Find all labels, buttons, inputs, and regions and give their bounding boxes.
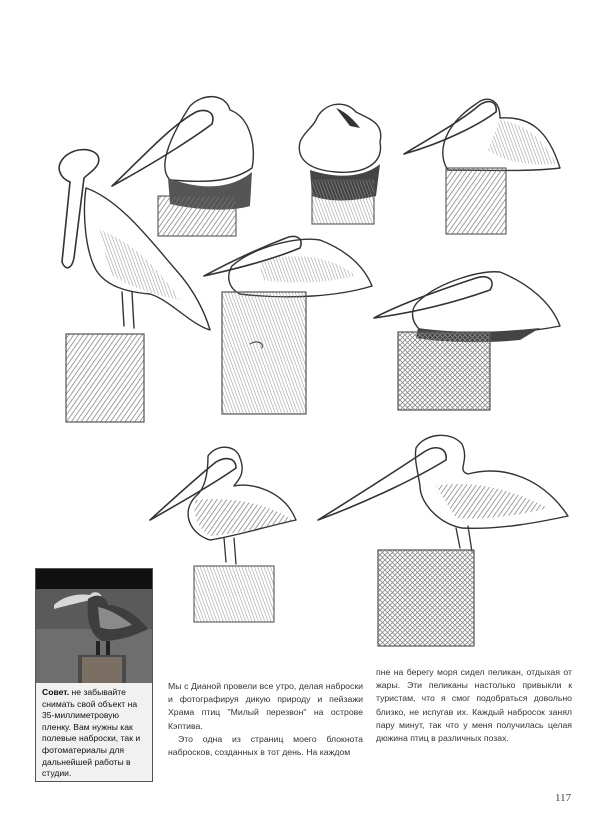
pelican-sketch-hunched-1 (112, 97, 253, 236)
body-paragraph: Это одна из страниц моего блокнота набросков, созданных в тот день. На каждом (168, 733, 363, 758)
pelican-sketch-tucked (204, 236, 372, 414)
tip-label: Совет. (42, 687, 70, 697)
pelican-sketch-resting (404, 99, 560, 234)
page-number: 117 (555, 792, 572, 804)
body-paragraph: Мы с Дианой провели все утро, делая наброски и фотографируя дикую природу и пейзажи Храма птиц "Милый перезвон" на острове Кэптива. (168, 681, 363, 731)
tip-body: не забывайте снимать свой объект на 35-миллиметровую пленку. Вам нужны как полевые наброски, так и фотоматериалы для дальнейшей работы в студии. (42, 687, 141, 779)
pelican-sketch-sleeping (374, 272, 560, 410)
body-paragraph: пне на берегу моря сидел пеликан, отдыхая от жары. Эти пеликаны настолько привыкли к туристам, что я смог подобраться довольно близко, не испугав их. Каждый набросок занял пару минут, так что у меня получилась целая дюжина птиц в различных позах. (376, 667, 572, 744)
pelican-sketch-perched-right (318, 435, 568, 646)
pelican-photo (36, 569, 152, 683)
body-column-1 (168, 680, 363, 759)
pelican-sketch-hunched-2 (299, 104, 380, 224)
body-column-2 (376, 666, 572, 745)
tip-text (42, 687, 148, 780)
pelican-sketch-perched-left (150, 447, 296, 622)
tip-sidebar (35, 568, 153, 782)
